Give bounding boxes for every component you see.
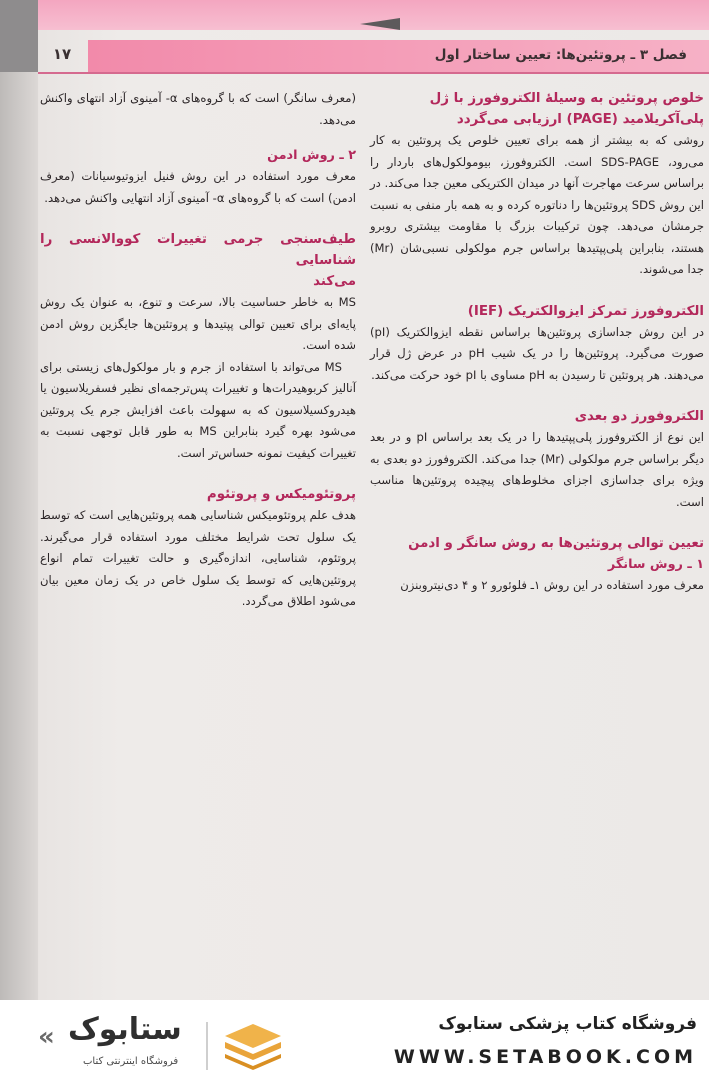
ms-paragraph-1: MS به خاطر حساسیت بالا، سرعت و تنوع، به عنوان یک روش پایه‌ای برای تعیین توالی پپتیدها و پروتئین‌ها جایگزین روش ادمن شده است.	[40, 295, 356, 352]
edman-paragraph: معرف مورد استفاده در این روش فنیل ایزوتیوسیانات (معرف ادمن) است که با گروه‌های α- آمینوی آزاد انتهایی واکنش می‌دهد.	[40, 169, 356, 205]
logo-tagline: فروشگاه اینترنتی کتاب	[83, 1056, 179, 1067]
heading-page-line2: پلی‌آکریلامید (PAGE) ارزیابی می‌گردد	[456, 112, 704, 127]
book-stack-icon	[223, 1020, 283, 1070]
heading-sanger: ۱ ـ روش سانگر	[607, 557, 704, 572]
heading-edman: ۲ ـ روش ادمن	[267, 148, 356, 163]
heading-2d-electrophoresis: الکتروفورز دو بعدی	[574, 409, 704, 424]
right-column	[370, 88, 704, 597]
setabook-logo[interactable]	[28, 1012, 278, 1072]
proteomics-paragraph: هدف علم پروتئومیکس شناسایی همه پروتئین‌هایی است که توسط یک سلول تحت شرایط مختلف مورد استفاده قرار می‌گیرند. پروتئوم، شناسایی، اندازه‌گیری و حالت تغییرات تمام انواع پروتئین‌هایی که توسط یک سلول خاص در یک زمان معین بیان می‌شود اطلاق می‌گردد.	[40, 508, 356, 608]
sanger-paragraph: معرف مورد استفاده در این روش ۱ـ فلوئورو ۲ و ۴ دی‌نیتروبنزن	[400, 578, 704, 592]
logo-wordmark: ستابوک	[68, 1012, 182, 1047]
heading-ms-line2: می‌کند	[313, 274, 356, 289]
heading-page-line1: خلوص پروتئین به وسیلۀ الکتروفورز با ژل	[429, 91, 704, 106]
heading-ms-line1: طیف‌سنجی جرمی تغییرات کووالانسی را شناسایی	[40, 232, 356, 268]
heading-proteomics: پروتئومیکس و پروتئوم	[206, 487, 356, 502]
double-chevron-icon: «	[38, 1022, 55, 1052]
heading-ief: الکتروفورز تمرکز ایزوالکتریک (IEF)	[467, 303, 704, 319]
shop-url-link[interactable]: WWW.SETABOOK.COM	[393, 1046, 697, 1068]
running-header	[88, 40, 709, 72]
page-binding-edge	[0, 0, 38, 1000]
shop-name: فروشگاه کتاب پزشکی ستابوک	[438, 1014, 697, 1034]
page-number: ۱۷	[52, 45, 72, 63]
ms-paragraph-2: MS می‌تواند با استفاده از جرم و بار مولکول‌های زیستی برای آنالیز کربوهیدرات‌ها و تغییرات پس‌ترجمه‌ای نظیر فسفریلاسیون یا هیدروکسیلاسیون که به سهولت باعث افزایش جرم یک پروتئین می‌شود بهره گیرد بنابراین MS به طور قابل توجهی نسبت به تغییرات کیفیت نمونه حساس‌تر است.	[40, 359, 356, 460]
sanger-continuation: (معرف سانگر) است که با گروه‌های α- آمینوی آزاد انتهای واکنش می‌دهد.	[40, 91, 356, 127]
chapter-title: فصل ۳ ـ پروتئین‌ها: تعیین ساختار اول	[434, 47, 687, 63]
header-rule	[38, 72, 709, 74]
left-column	[40, 88, 356, 613]
corner-shadow	[0, 0, 38, 72]
ief-paragraph: در این روش جداسازی پروتئین‌ها براساس نقطه ایزوالکتریک (pI) صورت می‌گیرد. پروتئین‌ها را در یک شیب pH در عرض ژل قرار می‌دهند. هر پروتئین تا رسیدن به pH مساوی با pI خود حرکت می‌کند.	[370, 324, 704, 382]
store-footer	[0, 1000, 709, 1080]
twod-paragraph: این نوع از الکتروفورز پلی‌پپتیدها را در یک بعد براساس pI و در بعد دیگر براساس جرم مولکولی (Mr) جدا می‌کند. الکتروفورز دو بعدی به ویژه برای جداسازی اجزای مخلوط‌های پیچیده پروتئین‌ها مناسب است.	[370, 430, 705, 509]
heading-sequencing: تعیین توالی پروتئین‌ها به روش سانگر و ادمن	[408, 536, 704, 551]
header-ornament	[360, 18, 400, 30]
page-paragraph: روشی که به بیشتر از همه برای تعیین خلوص یک پروتئین به کار می‌رود، SDS-PAGE است. الکتروفورز، بیومولکول‌های باردار را براساس سرعت مهاجرت آنها در میدان الکتریکی معین جدا می‌کند. در این روش SDS پروتئین‌ها را دناتوره کرده و به همه بار منفی به نسبت جرمشان می‌دهد. چون ترکیبات بزرگ با مقاومت بیشتری روبرو هستند، بنابراین پلی‌پپتیدها براساس جرم مولکولی نسبی‌شان (Mr) جدا می‌شوند.	[370, 133, 704, 276]
logo-divider	[206, 1022, 208, 1070]
